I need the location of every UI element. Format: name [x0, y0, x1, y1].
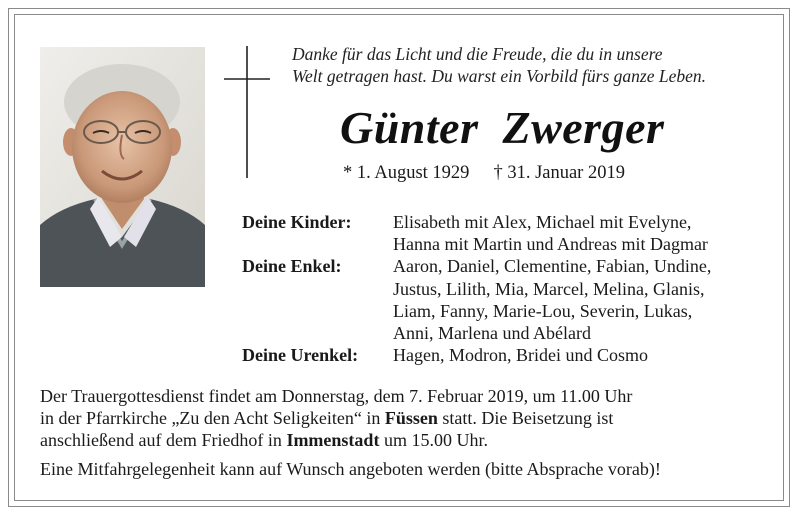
- quote-line: Welt getragen hast. Du warst ein Vorbild fürs ganze Leben.: [292, 66, 707, 86]
- death-date: † 31. Januar 2019: [493, 163, 625, 183]
- family-names-line: Anni, Marlena und Abélard: [393, 323, 591, 344]
- service-text: um 15.00 Uhr.: [379, 430, 488, 450]
- service-text: statt. Die Beisetzung ist: [437, 408, 614, 428]
- burial-place: Immenstadt: [286, 430, 380, 450]
- family-names: [393, 211, 773, 255]
- quote-line: Danke für das Licht und die Freude, die du in unsere: [292, 44, 663, 64]
- service-text: anschließend auf dem Friedhof in: [40, 430, 287, 450]
- portrait-photo: [40, 47, 205, 287]
- first-name: Günter: [340, 102, 479, 153]
- last-name: Zwerger: [502, 102, 665, 153]
- service-line: [40, 407, 780, 429]
- family-label: Deine Urenkel:: [242, 345, 359, 366]
- life-dates: [343, 161, 625, 185]
- family-names-line: Hanna mit Martin und Andreas mit Dagmar: [393, 234, 708, 255]
- birth-date: * 1. August 1929: [343, 163, 470, 183]
- service-notice: [40, 385, 780, 451]
- family-row-children: [242, 211, 773, 255]
- service-line: Der Trauergottesdienst findet am Donnerstag, dem 7. Februar 2019, um 11.00 Uhr: [40, 386, 633, 406]
- service-line: [40, 429, 780, 451]
- service-place: Füssen: [384, 408, 438, 428]
- family-names-line: Aaron, Daniel, Clementine, Fabian, Undine,: [393, 256, 712, 277]
- family-names-line: Elisabeth mit Alex, Michael mit Evelyne,: [393, 212, 692, 232]
- deceased-name: [340, 100, 664, 156]
- family-label: Deine Enkel:: [242, 256, 342, 277]
- cross-icon: [222, 46, 272, 178]
- quote: [292, 43, 772, 87]
- family-row-grandchildren: [242, 255, 773, 344]
- family-names-line: Hagen, Modron, Bridei und Cosmo: [393, 345, 648, 366]
- family-names-line: Justus, Lilith, Mia, Marcel, Melina, Glanis,: [393, 278, 705, 299]
- ride-offer: Eine Mitfahrgelegenheit kann auf Wunsch angeboten werden (bitte Absprache vorab)!: [40, 459, 661, 479]
- family-names: [393, 255, 773, 344]
- family-names-line: Liam, Fanny, Marie-Lou, Severin, Lukas,: [393, 300, 693, 321]
- service-text: in der Pfarrkirche „Zu den Acht Seligkeiten“ in: [40, 408, 385, 428]
- family-row-great-grandchildren: [242, 344, 773, 366]
- family-list: [242, 211, 773, 366]
- family-label: Deine Kinder:: [242, 212, 352, 232]
- family-names: [393, 344, 773, 366]
